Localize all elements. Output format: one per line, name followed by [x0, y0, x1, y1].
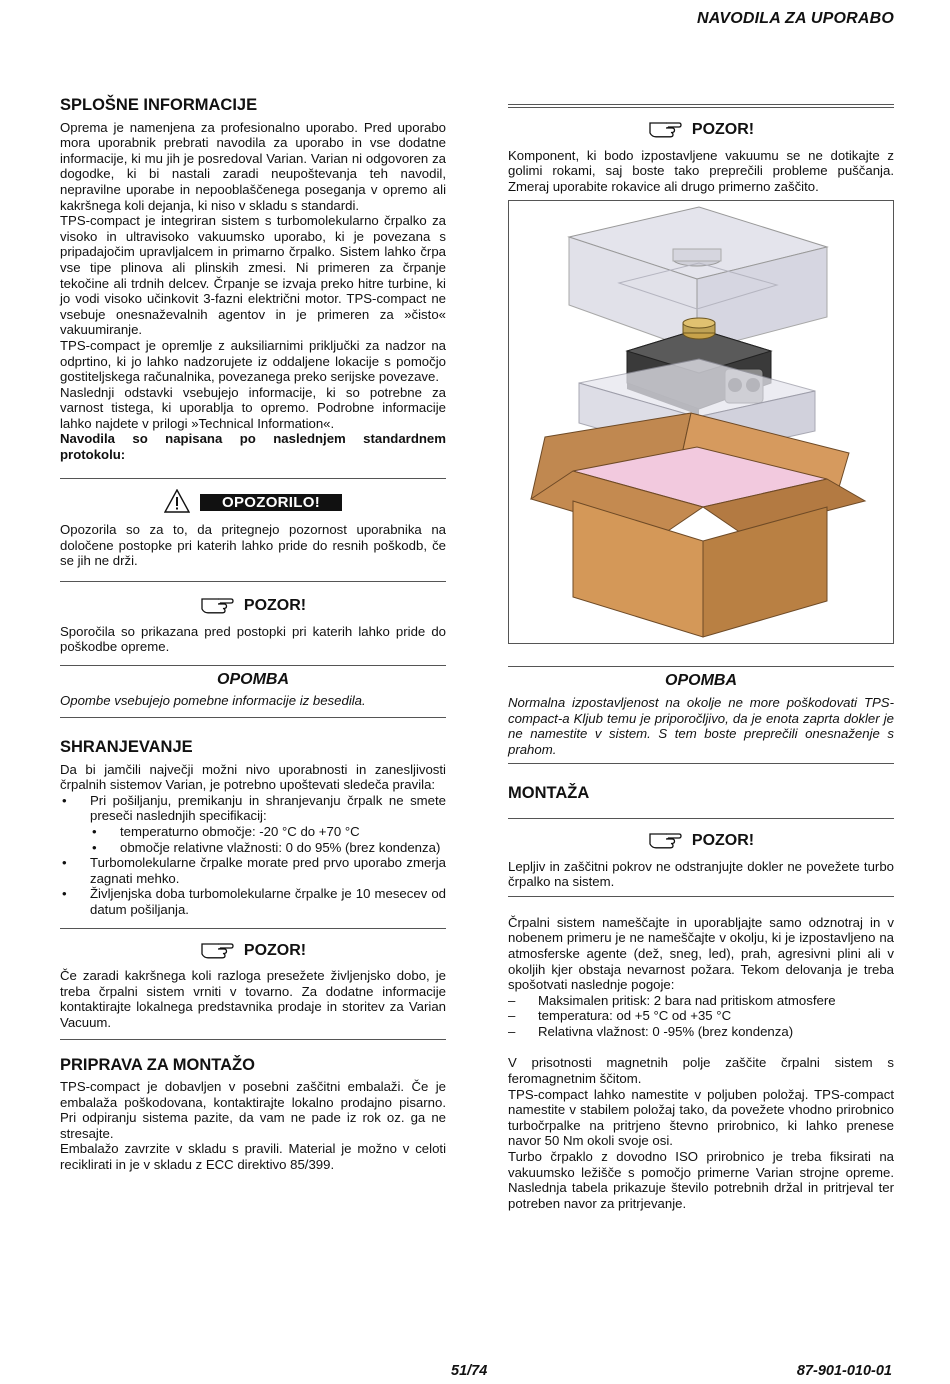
note-text: Normalna izpostavljenost na okolje ne more poškodovati TPS-compact-a Kljub temu je priporočljivo, da je enota zaprta dokler je ne namestite v sistem. S tem boste preprečili onesnaženje s prahom.	[508, 694, 894, 757]
left-column	[60, 98, 446, 1173]
divider	[508, 818, 894, 819]
storage-sublist	[90, 824, 446, 855]
general-paragraph-1: Oprema je namenjena za profesionalno uporabo. Pred uporabo mora uporabnik prebrati navodila za uporabo in vse dodatne informacije, ki mu jih je posredoval Varian. Varian ni odgovoren za dogodke, ki bi nastali zaradi neupoštevanja teh navodil, nepravilne uporabe in nepooblaščenega poseganja v opremo ali kakršnega koli dejanja, ki niso v skladu s standardi.	[60, 119, 446, 213]
pointing-hand-icon	[648, 829, 682, 853]
document-header-title: NAVODILA ZA UPORABO	[697, 10, 894, 27]
packaging-illustration	[508, 200, 894, 644]
divider	[60, 665, 446, 666]
conditions-list	[508, 993, 894, 1040]
mount-paragraph-3: TPS-compact lahko namestite v poljuben položaj. TPS-compact namestite v stabilem položaj tako, da povežete vhodno prirobnico turbočrpalke na pritrjeno števno prirobnico, ki lahko prenese navor 50 Nm okoli svoje osi.	[508, 1086, 894, 1149]
list-item: – Maksimalen pritisk: 2 bara nad pritiskom atmosfere	[508, 993, 894, 1009]
warning-label: OPOZORILO!	[200, 494, 342, 512]
caution-header	[508, 118, 894, 142]
list-item: • Pri pošiljanju, premikanju in shranjevanju črpalk ne smete preseči naslednjih specifikacij: • temperaturno območje: -20 °C do +70 °C • območje relativne vlažnosti: 0 do 95% (brez kondenza)	[60, 793, 446, 855]
caution-label: POZOR!	[243, 597, 307, 615]
list-item: • temperaturno območje: -20 °C do +70 °C	[90, 824, 446, 840]
divider-double	[508, 104, 894, 108]
list-item: – temperatura: od +5 °C od +35 °C	[508, 1008, 894, 1024]
caution-header	[508, 829, 894, 853]
general-paragraph-3: TPS-compact je opremlje z auksiliarnimi priključki za nadzor na odprtino, ki jo lahko nadzorujete iz oddaljene lokacije s pomočjo gostiteljskega računalnika, povezanega preko serijske povezave.	[60, 337, 446, 385]
note-text: Opombe vsebujejo pomebne informacije iz besedila.	[60, 693, 366, 709]
storage-intro: Da bi jamčili največji možni nivo uporabnosti in zanesljivosti črpalnih sistemov Varian, je potrebno upoštevati sledeča pravila:	[60, 761, 446, 793]
note-heading: OPOMBA	[217, 670, 289, 688]
general-paragraph-5: Navodila so napisana po naslednjem standardnem protokolu:	[60, 431, 446, 463]
caution-label: POZOR!	[243, 941, 307, 959]
divider	[60, 478, 446, 479]
caution-label: POZOR!	[691, 121, 755, 138]
document-number: 87-901-010-01	[796, 1363, 892, 1379]
pointing-hand-icon	[200, 939, 234, 963]
warning-header	[60, 489, 446, 517]
divider	[60, 1039, 446, 1040]
divider	[508, 763, 894, 764]
divider	[60, 928, 446, 929]
caution-label: POZOR!	[691, 831, 755, 849]
general-paragraph-4: Naslednji odstavki vsebujejo informacije, ki so potrebne za varnost tistega, ki uporablja to opremo. Podrobne informacije lahko najdete v prilogi »Technical Information«.	[60, 384, 446, 431]
section-heading-storage: SHRANJEVANJE	[60, 738, 193, 756]
caution-header	[60, 594, 446, 618]
prep-paragraph-2: Embalažo zavrzite v skladu s pravili. Material je možno v celoti reciklirati in je v skladu z ECC direktivo 85/399.	[60, 1141, 446, 1173]
mount-paragraph-4: Turbo črpaklo z dovodno ISO prirobnico je treba fiksirati na vakuumsko ležišče s pomočjo primerne Varian strojne opreme. Naslednja tabela prikazuje število potrebnih držal in pritrjeval ter potreben navor za pritrjevanje.	[508, 1149, 894, 1211]
divider	[60, 581, 446, 582]
prep-paragraph-1: TPS-compact je dobavljen v posebni zaščitni embalaži. Če je embalaža poškodovana, kontaktirajte lokalno prodajno pisarno. Pri odpiranju sistema pazite, da vam ne pade iz rok oz. ga ne stresajte.	[60, 1079, 446, 1141]
divider	[508, 666, 894, 667]
general-paragraph-2: TPS-compact je integriran sistem s turbomolekularno črpalko za visoko in ultravisoko vakuumsko uporabo, ki je povezana s pripadajočim upravljalcem in primarno črpalko. Sistem lahko črpa vse tipe plinova ali plinskih zmesi. Ni primeren za črpanje tekočine ali trdnih delcev. Črpanje se izvaja preko hitre turbine, ki jo vodi visoko učinkovit 3-fazni električni motor. TPS-compact ne vsebuje onesnaževalnih agentov in je primeren za »čisto« vakuumiranje.	[60, 213, 446, 338]
packaging-drawing	[509, 201, 893, 641]
caution-header	[60, 939, 446, 963]
mount-paragraph-1: Črpalni sistem nameščajte in uporabljajte samo odznotraj in v nobenem primeru je ne nameščajte v okolju, ki je izpostavljeno na atmosferske agente (dež, sneg, led), prah, agresivni plini ali v okoljih kjer obstaja nevarnost požara. Tekom delovanja je treba spošotvati naslednje pogoje:	[508, 914, 894, 993]
right-column	[508, 104, 894, 1211]
list-item: – Relativna vlažnost: 0 -95% (brez kondenza)	[508, 1024, 894, 1040]
section-heading-prep: PRIPRAVA ZA MONTAŽO	[60, 1055, 255, 1074]
page-number: 51/74	[451, 1363, 488, 1379]
caution-text: Sporočila so prikazana pred postopki pri katerih lahko pride do poškodbe opreme.	[60, 623, 446, 655]
list-item: • Turbomolekularne črpalke morate pred prvo uporabo zmerja zagnati mehko.	[60, 855, 446, 886]
section-heading-general: SPLOŠNE INFORMACIJE	[60, 96, 258, 114]
list-item: • Življenjska doba turbomolekularne črpalke je 10 mesecev od datum pošiljanja.	[60, 886, 446, 917]
caution-text: Lepljiv in zaščitni pokrov ne odstranjujte dokler ne povežete turbo črpalko na sistem.	[508, 858, 894, 890]
caution-text: Če zaradi kakršnega koli razloga presežete življenjsko dobo, je treba črpalni sistem vrniti v tovarno. Za dodatne informacije kontaktirajte lokalnega predstavnika prodaje in storitev za Varian Vacuum.	[60, 968, 446, 1030]
warning-triangle-icon	[164, 489, 190, 517]
section-heading-mount: MONTAŽA	[508, 784, 590, 803]
cardboard-box-image	[531, 413, 865, 637]
note-heading: OPOMBA	[665, 672, 737, 690]
warning-text: Opozorila so za to, da pritegnejo pozornost uporabnika na določene postopke pri katerih lahko pride do resnih poškodb, če se jih ne drži.	[60, 522, 446, 569]
list-item: • območje relativne vlažnosti: 0 do 95% (brez kondenza)	[90, 840, 446, 856]
divider	[508, 896, 894, 897]
pointing-hand-icon	[200, 594, 234, 618]
mount-paragraph-2: V prisotnosti magnetnih polje zaščite črpalni sistem s feromagnetnim ščitom.	[508, 1055, 894, 1087]
pointing-hand-icon	[648, 118, 682, 142]
divider	[60, 717, 446, 718]
storage-list	[60, 793, 446, 918]
caution-text: Komponent, ki bodo izpostavljene vakuumu se ne dotikajte z golimi rokami, saj boste tako preprečili probleme puščanja. Zmeraj uporabite rokavice ali drugo primerno zaščito.	[508, 147, 894, 194]
